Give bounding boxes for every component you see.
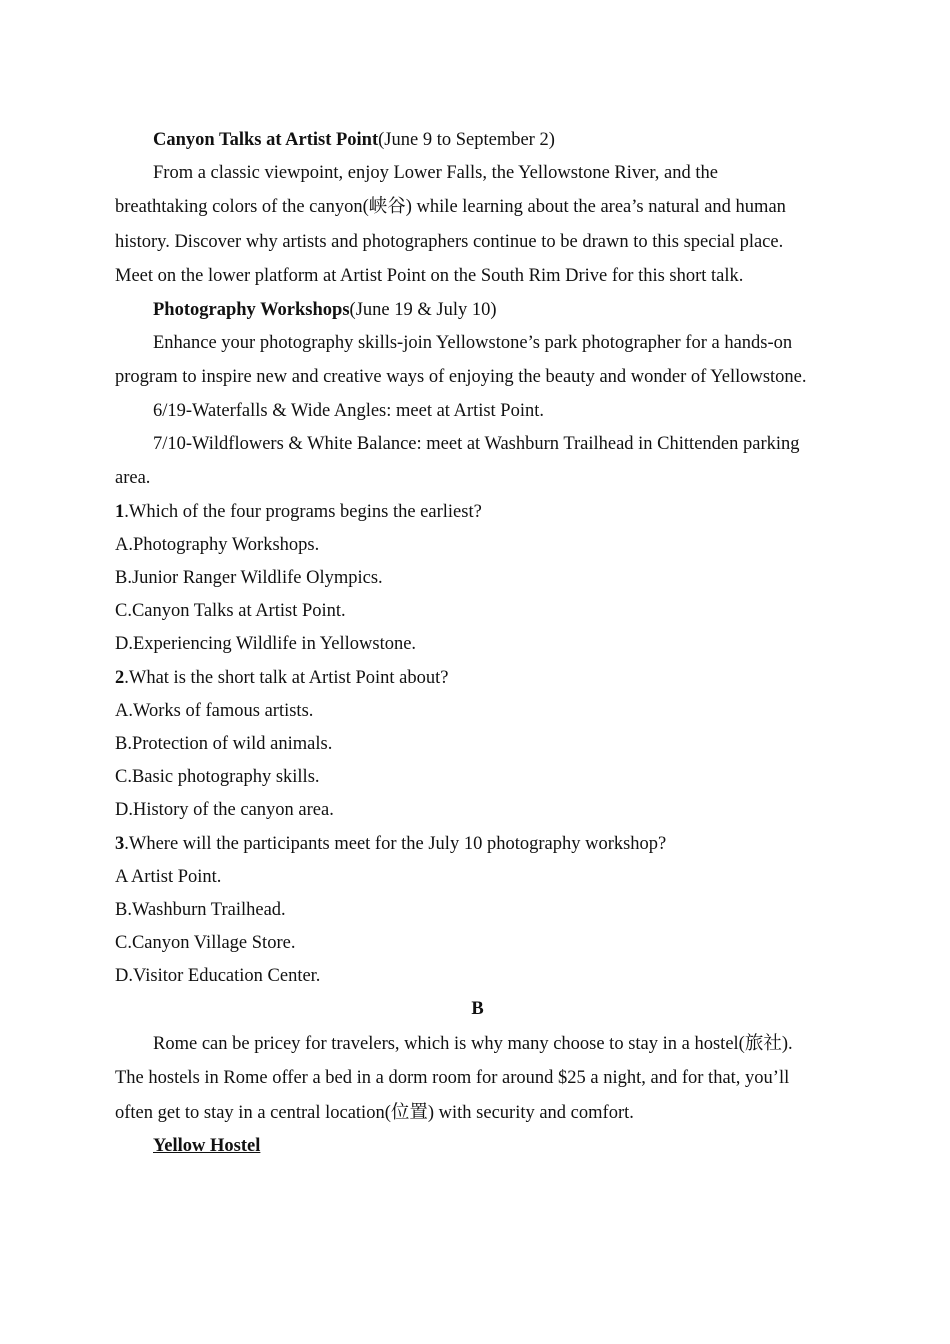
yellow-hostel-heading: [115, 1130, 840, 1163]
canyon-talks-heading: [115, 124, 840, 157]
photography-paragraph-line: program to inspire new and creative ways of enjoying the beauty and wonder of Yellowstone.: [115, 367, 807, 388]
section-b-heading: B: [471, 999, 484, 1020]
workshop-session-continued: area.: [115, 468, 151, 489]
workshop-session: 7/10-Wildflowers & White Balance: meet at Washburn Trailhead in Chittenden parking: [153, 433, 800, 454]
document-page: [115, 124, 840, 1163]
question-text: .What is the short talk at Artist Point about?: [124, 667, 449, 688]
canyon-paragraph-line: From a classic viewpoint, enjoy Lower Falls, the Yellowstone River, and the: [153, 163, 718, 184]
option-b: B.Junior Ranger Wildlife Olympics.: [115, 568, 383, 588]
option-a: A.Photography Workshops.: [115, 534, 320, 555]
option-a: A.Works of famous artists.: [115, 700, 314, 721]
option-b: B.Protection of wild animals.: [115, 733, 333, 754]
canyon-talks-dates: (June 9 to September 2): [378, 130, 555, 150]
canyon-paragraph-line: history. Discover why artists and photographers continue to be drawn to this special place.: [115, 231, 784, 252]
option-d: D.Experiencing Wildlife in Yellowstone.: [115, 634, 417, 655]
canyon-paragraph-line: Meet on the lower platform at Artist Point on the South Rim Drive for this short talk.: [115, 266, 744, 287]
canyon-paragraph-line: breathtaking colors of the canyon(峡谷) while learning about the area’s natural and human: [115, 197, 786, 218]
workshop-session: 6/19-Waterfalls & Wide Angles: meet at Artist Point.: [153, 400, 545, 421]
question-3: [115, 828, 840, 861]
photography-workshops-title: Photography Workshops: [153, 299, 350, 320]
rome-paragraph-line: The hostels in Rome offer a bed in a dorm room for around $25 a night, and for that, you’ll: [115, 1068, 790, 1089]
option-d: D.History of the canyon area.: [115, 800, 334, 821]
question-number: 2: [115, 667, 125, 688]
option-c: C.Canyon Village Store.: [115, 933, 296, 954]
option-d: D.Visitor Education Center.: [115, 966, 321, 987]
option-a: A Artist Point.: [115, 866, 222, 887]
option-b: B.Washburn Trailhead.: [115, 899, 286, 920]
question-2: [115, 662, 840, 695]
option-c: C.Basic photography skills.: [115, 767, 320, 788]
question-number: 1: [115, 501, 125, 522]
question-text: .Where will the participants meet for the July 10 photography workshop?: [124, 833, 667, 854]
rome-paragraph-line: Rome can be pricey for travelers, which is why many choose to stay in a hostel(旅社).: [153, 1033, 793, 1054]
rome-paragraph-line: often get to stay in a central location(位置) with security and comfort.: [115, 1102, 634, 1123]
question-number: 3: [115, 833, 125, 854]
canyon-talks-title: Canyon Talks at Artist Point: [153, 130, 379, 150]
photography-workshops-dates: (June 19 & July 10): [349, 299, 497, 320]
question-text: .Which of the four programs begins the earliest?: [124, 501, 482, 522]
option-c: C.Canyon Talks at Artist Point.: [115, 601, 346, 622]
photography-paragraph-line: Enhance your photography skills-join Yellowstone’s park photographer for a hands-on: [153, 333, 793, 354]
photography-workshops-heading: [115, 294, 840, 327]
yellow-hostel-title: Yellow Hostel: [153, 1136, 261, 1157]
question-1: [115, 496, 840, 529]
